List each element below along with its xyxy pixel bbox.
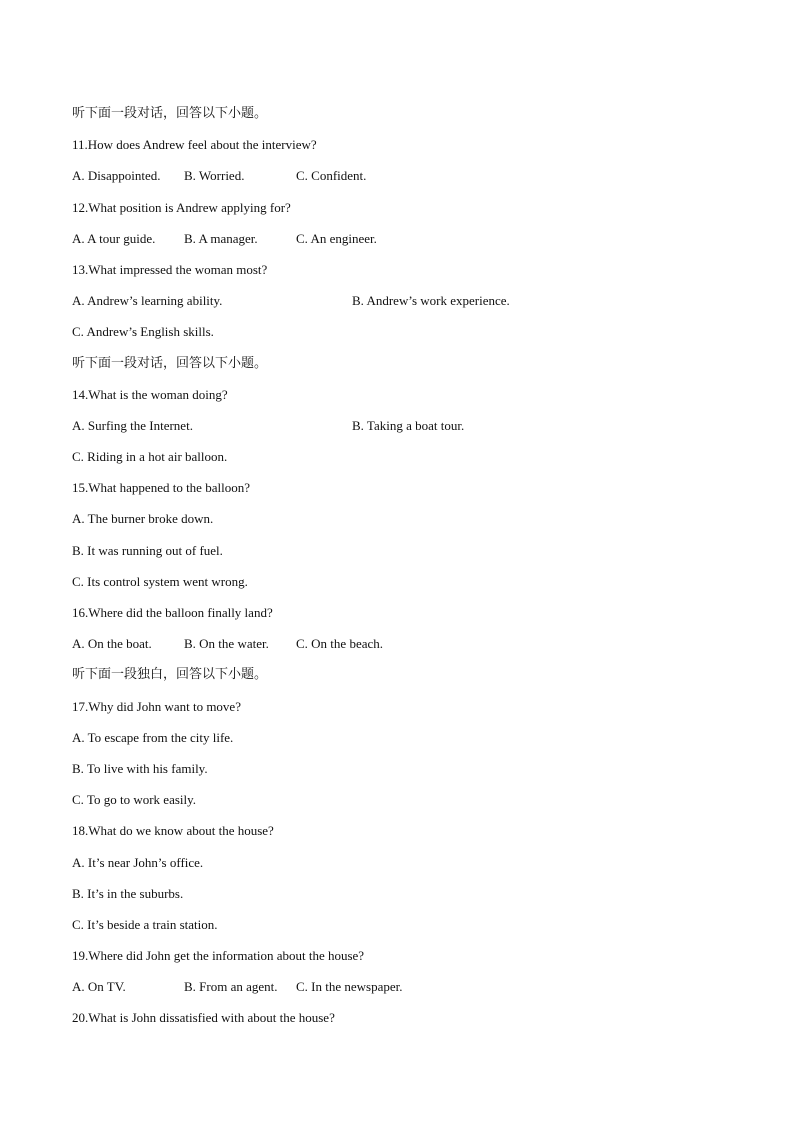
exam-page [72,102,732,1038]
options-row [72,164,732,195]
options-row [72,320,732,351]
question-number: 19. [72,948,89,964]
section-instruction: 听下面一段独白，回答以下小题。 [72,667,268,683]
question-13 [72,258,732,289]
question-18 [72,819,732,850]
question-number: 20. [72,1010,89,1026]
option-c: C. An engineer. [296,230,377,246]
options-row [72,227,732,258]
question-14 [72,383,732,414]
option-b: B. It was running out of fuel. [72,542,223,558]
option-c: C. To go to work easily. [72,792,197,808]
option-a: A. It’s near John’s office. [72,854,204,870]
options-row [72,414,732,445]
question-16 [72,601,732,632]
option-a: A. Surfing the Internet. [72,417,193,433]
question-number: 14. [72,386,89,402]
question-text: Where did John get the information about the house? [88,948,365,964]
section-instruction: 听下面一段对话，回答以下小题。 [72,106,268,121]
question-text: What happened to the balloon? [88,480,250,496]
question-17 [72,695,732,726]
option-a: A. A tour guide. [72,230,156,246]
option-a: A. Andrew’s learning ability. [72,293,223,309]
option-a: A. Disappointed. [72,168,161,184]
question-text: Why did John want to move? [88,698,241,714]
question-12 [72,196,732,227]
question-11 [72,133,732,164]
options-row [72,289,732,320]
question-19 [72,944,732,975]
option-c: C. Its control system went wrong. [72,573,248,589]
option-c: C. Riding in a hot air balloon. [72,449,228,465]
option-a: A. On the boat. [72,636,152,652]
option-c: C. In the newspaper. [296,979,403,995]
section-instruction: 听下面一段对话，回答以下小题。 [72,355,268,371]
option-b: B. Worried. [184,168,245,184]
options-row [72,445,732,476]
option-b: B. To live with his family. [72,760,208,776]
options-row [72,632,732,663]
question-20 [72,1006,732,1037]
question-15 [72,476,732,507]
question-number: 13. [72,261,89,277]
option-b: B. It’s in the suburbs. [72,885,184,901]
option-a: A. To escape from the city life. [72,729,234,745]
question-number: 17. [72,698,89,714]
option-c: C. Andrew’s English skills. [72,324,214,340]
option-b: B. Andrew’s work experience. [352,293,510,309]
question-text: What do we know about the house? [88,823,274,839]
option-b: B. Taking a boat tour. [352,417,465,433]
question-text: What is the woman doing? [88,386,228,402]
question-text: What is John dissatisfied with about the house? [88,1010,335,1026]
option-b: B. On the water. [184,636,269,652]
option-a: A. On TV. [72,979,126,995]
option-c: C. It’s beside a train station. [72,916,218,932]
option-c: C. Confident. [296,168,367,184]
option-a: A. The burner broke down. [72,511,214,527]
question-text: What impressed the woman most? [88,261,268,277]
question-number: 11. [72,137,88,153]
question-text: Where did the balloon finally land? [88,605,273,620]
question-number: 18. [72,823,89,839]
question-number: 16. [72,605,89,620]
options-row [72,975,732,1006]
question-text: How does Andrew feel about the interview? [87,137,317,153]
question-number: 12. [72,199,89,215]
question-text: What position is Andrew applying for? [88,199,291,215]
question-number: 15. [72,480,89,496]
option-b: B. A manager. [184,230,258,246]
option-c: C. On the beach. [296,636,384,652]
option-b: B. From an agent. [184,979,278,995]
